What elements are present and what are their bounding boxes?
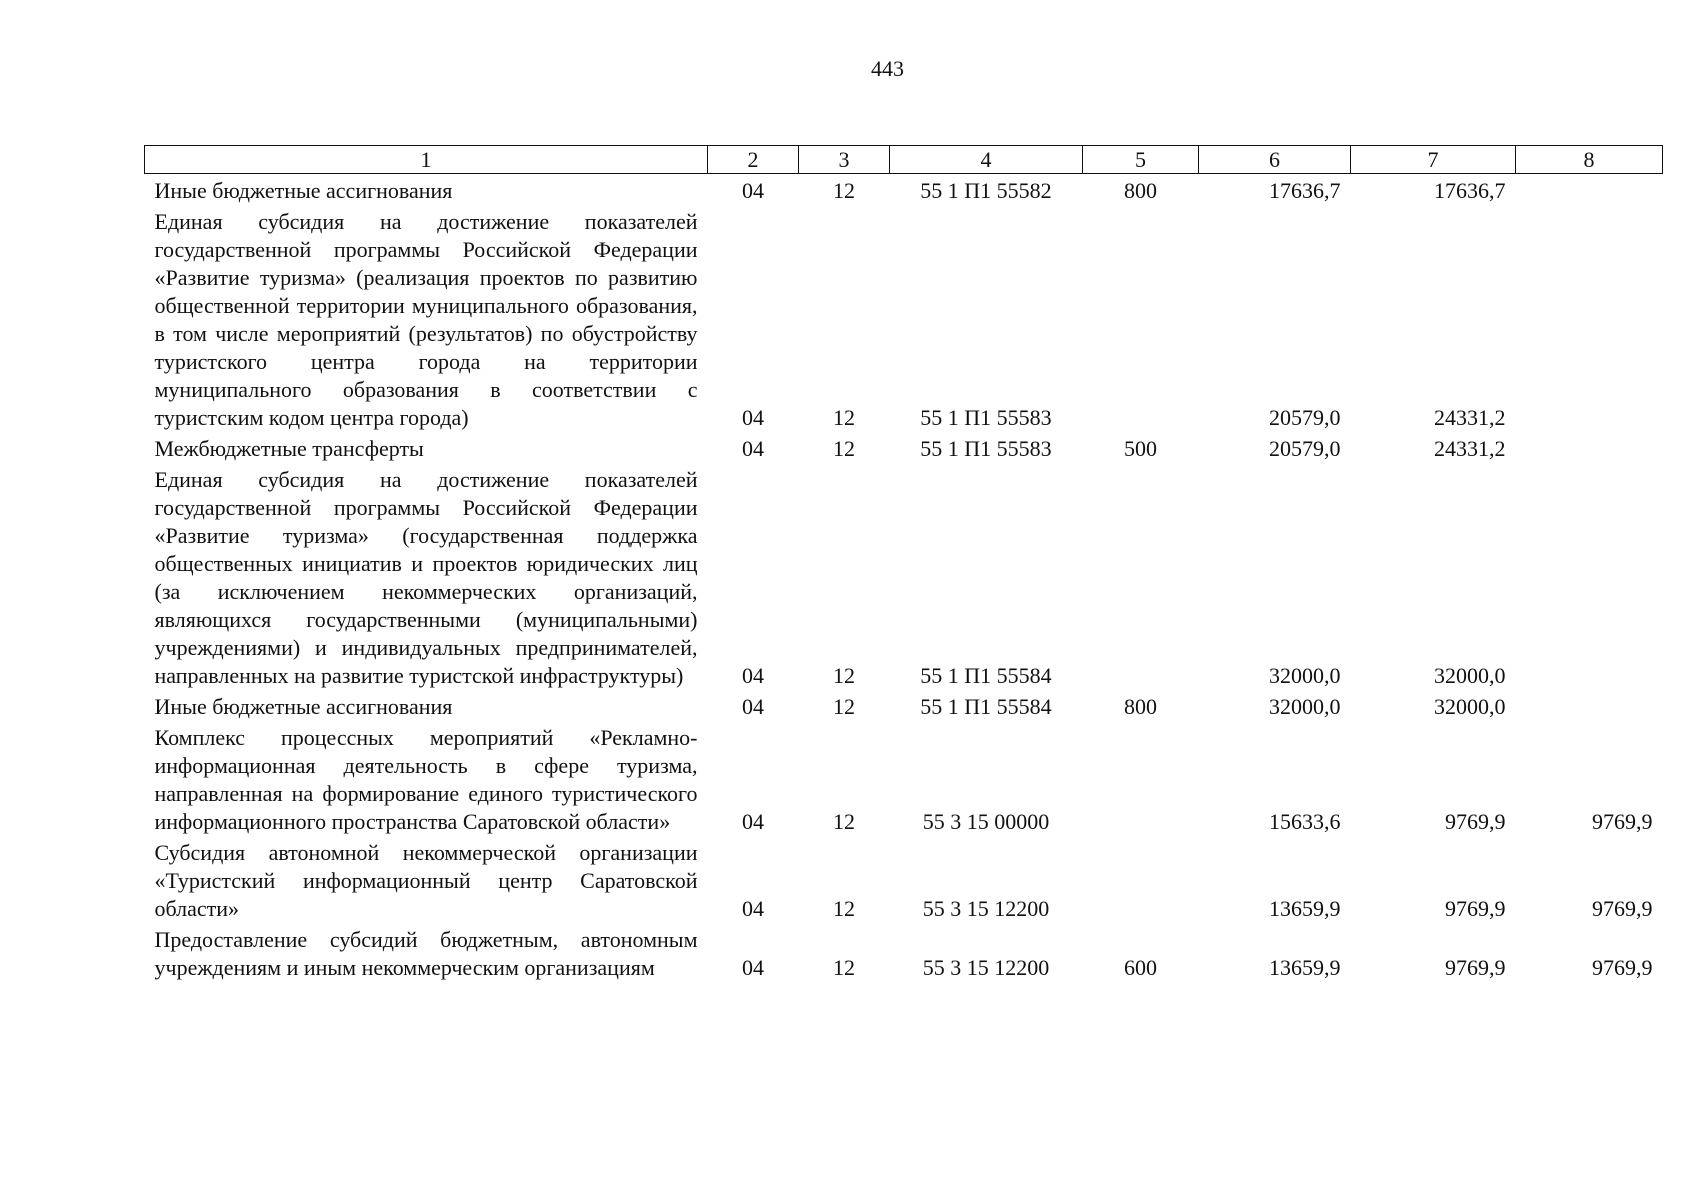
row-section: 04 [742,405,764,430]
row-target-code: 55 1 П1 55583 [920,436,1052,461]
row-description: Единая субсидия на достижение показателей государственной программы Российской Федерации «Развитие туризма» (реализация проектов по развитию общественной территории муниципального образования, в том числе мероприятий (результатов) по обустройству туристского центра города на территории муниципального образования в соответствии с туристским кодом центра города) [154,209,698,430]
row-amount-8 [1516,690,1663,721]
table-row [145,836,1663,923]
row-amount-7: 32000,0 [1434,663,1506,688]
table-row [145,690,1663,721]
row-subsection: 12 [833,955,855,980]
row-expense-type: 800 [1124,694,1157,719]
row-section: 04 [742,178,764,203]
column-header-8: 8 [1516,146,1663,174]
row-section: 04 [742,436,764,461]
row-target-code: 55 3 15 00000 [922,809,1050,834]
row-amount-8: 9769,9 [1592,955,1653,980]
row-amount-6: 32000,0 [1269,663,1341,688]
column-header-6: 6 [1199,146,1351,174]
table-row [145,205,1663,432]
row-amount-8 [1516,205,1663,432]
column-header-1: 1 [145,146,708,174]
row-expense-type: 800 [1124,178,1157,203]
row-description: Субсидия автономной некоммерческой организации «Туристский информационный центр Саратовской области» [154,840,698,921]
row-amount-6: 32000,0 [1269,694,1341,719]
row-amount-6: 17636,7 [1269,178,1341,203]
header-row [145,146,1663,174]
row-amount-8: 9769,9 [1592,896,1653,921]
row-amount-8 [1516,432,1663,463]
row-amount-6: 20579,0 [1269,405,1341,430]
row-description: Единая субсидия на достижение показателей государственной программы Российской Федерации «Развитие туризма» (государственная поддержка общественных инициатив и проектов юридических лиц (за исключением некоммерческих организаций, являющихся государственными (муниципальными) учреждениями) и индивидуальных предпринимателей, направленных на развитие туристской инфраструктуры) [154,467,698,688]
row-description: Предоставление субсидий бюджетным, автономным учреждениям и иным некоммерческим организациям [154,927,698,980]
row-amount-6: 15633,6 [1269,809,1341,834]
row-amount-6: 13659,9 [1269,955,1341,980]
row-section: 04 [742,955,764,980]
row-amount-7: 9769,9 [1445,809,1506,834]
row-amount-7: 24331,2 [1434,436,1506,461]
row-expense-type: 500 [1124,436,1157,461]
row-target-code: 55 1 П1 55584 [920,663,1052,688]
column-header-3: 3 [799,146,890,174]
table-body [145,174,1663,983]
row-description: Иные бюджетные ассигнования [154,178,453,203]
row-subsection: 12 [833,694,855,719]
page-number: 443 [871,56,904,81]
row-subsection: 12 [833,436,855,461]
row-section: 04 [742,663,764,688]
row-expense-type [1083,463,1199,690]
row-target-code: 55 3 15 12200 [922,896,1050,921]
column-header-4: 4 [890,146,1083,174]
row-amount-8 [1516,174,1663,206]
row-expense-type [1083,721,1199,836]
row-subsection: 12 [833,663,855,688]
table-row [145,721,1663,836]
row-section: 04 [742,694,764,719]
row-target-code: 55 1 П1 55583 [920,405,1052,430]
row-description: Иные бюджетные ассигнования [154,694,453,719]
row-target-code: 55 3 15 12200 [922,955,1050,980]
column-header-5: 5 [1083,146,1199,174]
row-amount-7: 9769,9 [1445,955,1506,980]
row-section: 04 [742,896,764,921]
row-subsection: 12 [833,178,855,203]
row-subsection: 12 [833,405,855,430]
table-row [145,432,1663,463]
table-row [145,463,1663,690]
row-amount-7: 9769,9 [1445,896,1506,921]
row-amount-8: 9769,9 [1592,809,1653,834]
row-amount-7: 32000,0 [1434,694,1506,719]
row-amount-6: 13659,9 [1269,896,1341,921]
row-description: Межбюджетные трансферты [154,436,424,461]
row-expense-type: 600 [1124,955,1157,980]
row-amount-7: 17636,7 [1434,178,1506,203]
row-target-code: 55 1 П1 55582 [920,178,1052,203]
row-amount-8 [1516,463,1663,690]
row-subsection: 12 [833,896,855,921]
table-row [145,174,1663,206]
column-header-7: 7 [1351,146,1516,174]
budget-table-container [144,145,1662,982]
row-expense-type [1083,836,1199,923]
row-target-code: 55 1 П1 55584 [920,694,1052,719]
row-subsection: 12 [833,809,855,834]
column-header-2: 2 [708,146,799,174]
table-row [145,923,1663,982]
row-amount-6: 20579,0 [1269,436,1341,461]
row-expense-type [1083,205,1199,432]
table-header [145,146,1663,174]
row-description: Комплекс процессных мероприятий «Рекламно-информационная деятельность в сфере туризма, направленная на формирование единого туристического информационного пространства Саратовской области» [154,725,698,834]
row-amount-7: 24331,2 [1434,405,1506,430]
budget-table [144,145,1663,982]
row-section: 04 [742,809,764,834]
